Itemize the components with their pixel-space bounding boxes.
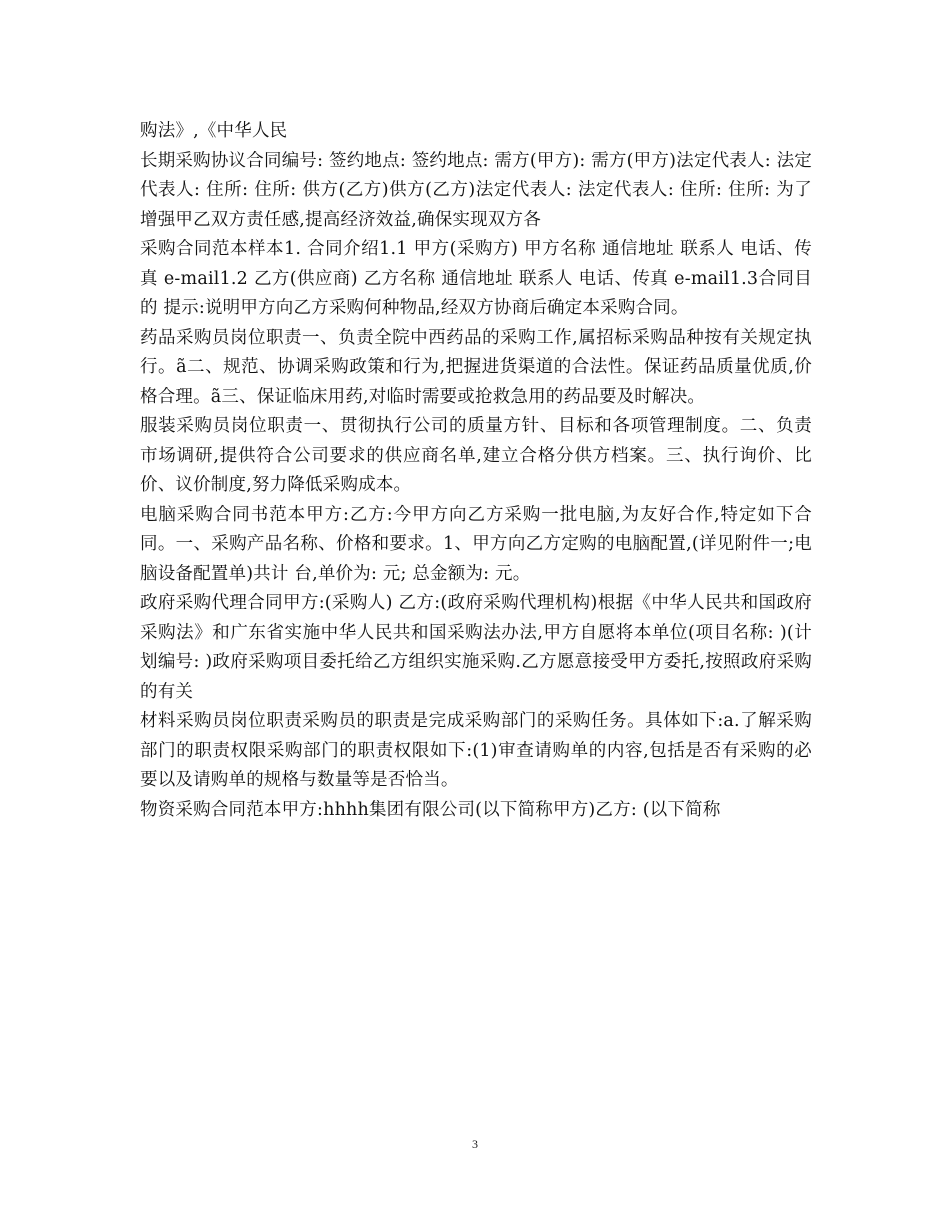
- paragraph-9: 物资采购合同范本甲方:hhhh集团有限公司(以下简称甲方)乙方: (以下简称: [140, 799, 721, 820]
- paragraph-6: 电脑采购合同书范本甲方:乙方:今甲方向乙方采购一批电脑,为友好合作,特定如下合同。一、采购产品名称、价格和要求。1、甲方向乙方定购的电脑配置,(详见附件一;电脑设备配置单)共计 台,单价为: 元; 总金额为: 元。: [140, 504, 812, 584]
- paragraph-7: 政府采购代理合同甲方:(采购人) 乙方:(政府采购代理机构)根据《中华人民共和国政府采购法》和广东省实施中华人民共和国采购法办法,甲方自愿将本单位(项目名称: )(计划编号: )政府采购项目委托给乙方组织实施采购.乙方愿意接受甲方委托,按照政府采购的有关: [140, 593, 812, 702]
- document-body: [140, 117, 812, 825]
- page-number: 3: [472, 1137, 478, 1151]
- paragraph-4: 药品采购员岗位职责一、负责全院中西药品的采购工作,属招标采购品种按有关规定执行。ã二、规范、协调采购政策和行为,把握进货渠道的合法性。保证药品质量优质,价格合理。ã三、保证临床用药,对临时需要或抢救急用的药品要及时解决。: [140, 327, 812, 407]
- paragraph-3: 采购合同范本样本1. 合同介绍1.1 甲方(采购方) 甲方名称 通信地址 联系人 电话、传真 e-mail1.2 乙方(供应商) 乙方名称 通信地址 联系人 电话、传真 e-mail1.3合同目的 提示:说明甲方向乙方采购何种物品,经双方协商后确定本采购合同。: [140, 239, 812, 318]
- paragraph-5: 服装采购员岗位职责一、贯彻执行公司的质量方针、目标和各项管理制度。二、负责市场调研,提供符合公司要求的供应商名单,建立合格分供方档案。三、执行询价、比价、议价制度,努力降低采购成本。: [140, 416, 812, 495]
- paragraph-2: 长期采购协议合同编号: 签约地点: 签约地点: 需方(甲方): 需方(甲方)法定代表人: 法定代表人: 住所: 住所: 供方(乙方)供方(乙方)法定代表人: 法定代表人: 住所: 住所: 为了增强甲乙双方责任感,提高经济效益,确保实现双方各: [140, 150, 812, 230]
- paragraph-8: 材料采购员岗位职责采购员的职责是完成采购部门的采购任务。具体如下:a.了解采购部门的职责权限采购部门的职责权限如下:(1)审查请购单的内容,包括是否有采购的必要以及请购单的规格与数量等是否恰当。: [140, 711, 812, 790]
- paragraph-1: 购法》,《中华人民: [140, 121, 288, 141]
